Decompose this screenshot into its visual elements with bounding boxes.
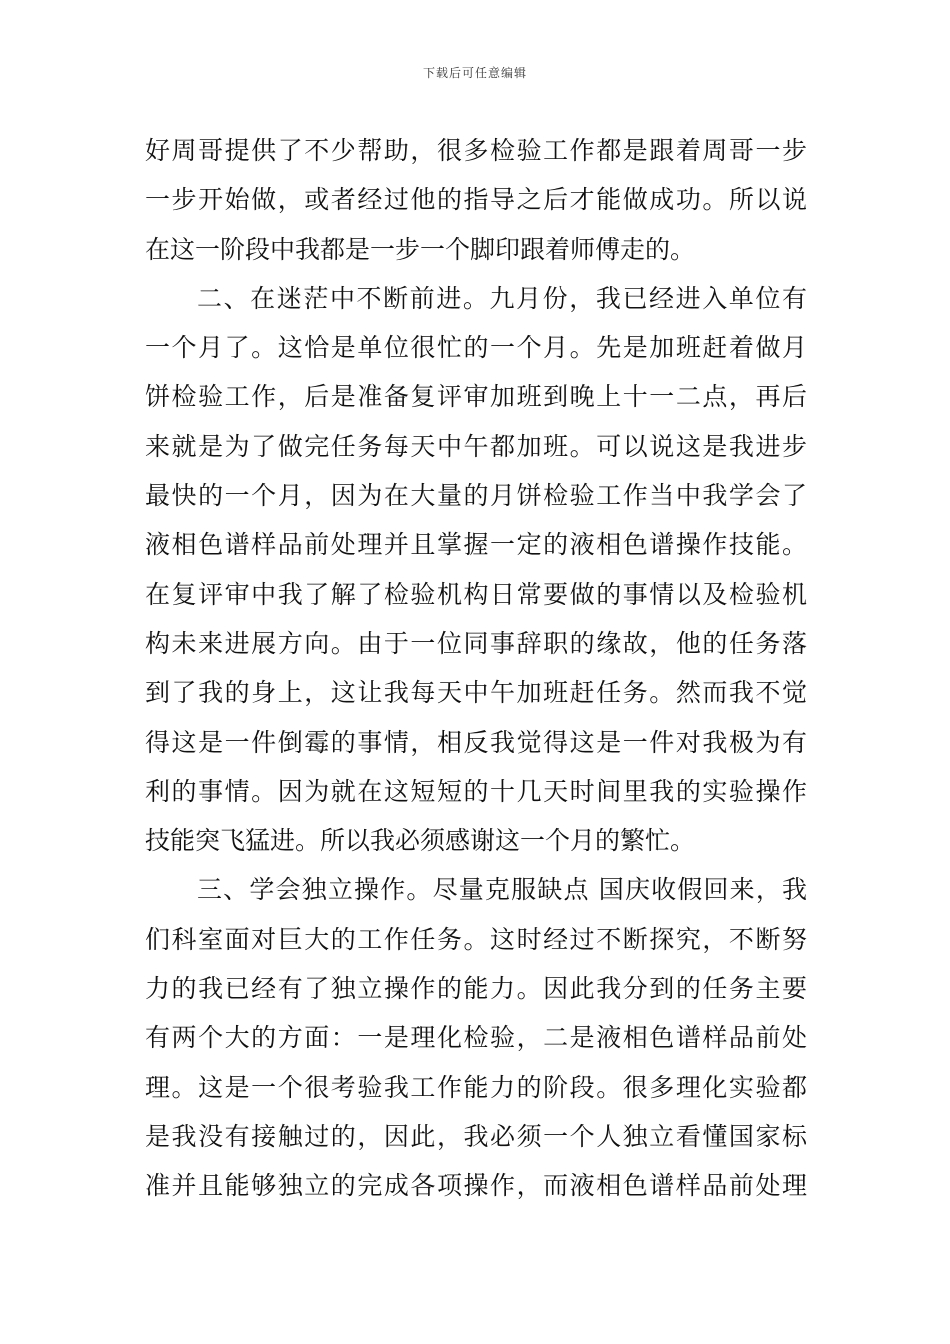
text-line: 一步开始做，或者经过他的指导之后才能做成功。所以说 [145, 185, 807, 215]
text-line: 构未来进展方向。由于一位同事辞职的缘故，他的任务落 [145, 628, 807, 658]
text-line: 有两个大的方面：一是理化检验，二是液相色谱样品前处 [145, 1023, 807, 1053]
text-line: 在这一阶段中我都是一步一个脚印跟着师傅走的。 [145, 234, 696, 264]
page-header: 下载后可任意编辑 [422, 66, 527, 80]
text-line: 二、在迷茫中不断前进。九月份，我已经进入单位有 [197, 283, 807, 313]
text-line: 液相色谱样品前处理并且掌握一定的液相色谱操作技能。 [145, 530, 807, 560]
text-line: 饼检验工作，后是准备复评审加班到晚上十一二点，再后 [145, 382, 807, 412]
text-line: 技能突飞猛进。所以我必须感谢这一个月的繁忙。 [145, 826, 696, 856]
text-line: 利的事情。因为就在这短短的十几天时间里我的实验操作 [145, 776, 807, 806]
text-line: 理。这是一个很考验我工作能力的阶段。很多理化实验都 [145, 1072, 807, 1102]
text-line: 三、学会独立操作。尽量克服缺点 国庆收假回来，我 [197, 875, 807, 905]
text-line: 好周哥提供了不少帮助，很多检验工作都是跟着周哥一步 [145, 136, 807, 165]
text-line: 是我没有接触过的，因此，我必须一个人独立看懂国家标 [145, 1121, 807, 1151]
text-line: 来就是为了做完任务每天中午都加班。可以说这是我进步 [145, 431, 807, 461]
text-line: 准并且能够独立的完成各项操作，而液相色谱样品前处理 [145, 1171, 807, 1201]
text-line: 一个月了。这恰是单位很忙的一个月。先是加班赶着做月 [145, 333, 807, 363]
text-line: 力的我已经有了独立操作的能力。因此我分到的任务主要 [145, 974, 807, 1004]
text-line: 得这是一件倒霉的事情，相反我觉得这是一件对我极为有 [145, 727, 807, 757]
text-line: 在复评审中我了解了检验机构日常要做的事情以及检验机 [145, 579, 807, 609]
text-line: 最快的一个月，因为在大量的月饼检验工作当中我学会了 [145, 481, 807, 511]
body-text [145, 126, 807, 1211]
text-line: 到了我的身上，这让我每天中午加班赶任务。然而我不觉 [145, 678, 807, 708]
text-line: 们科室面对巨大的工作任务。这时经过不断探究，不断努 [145, 924, 807, 954]
